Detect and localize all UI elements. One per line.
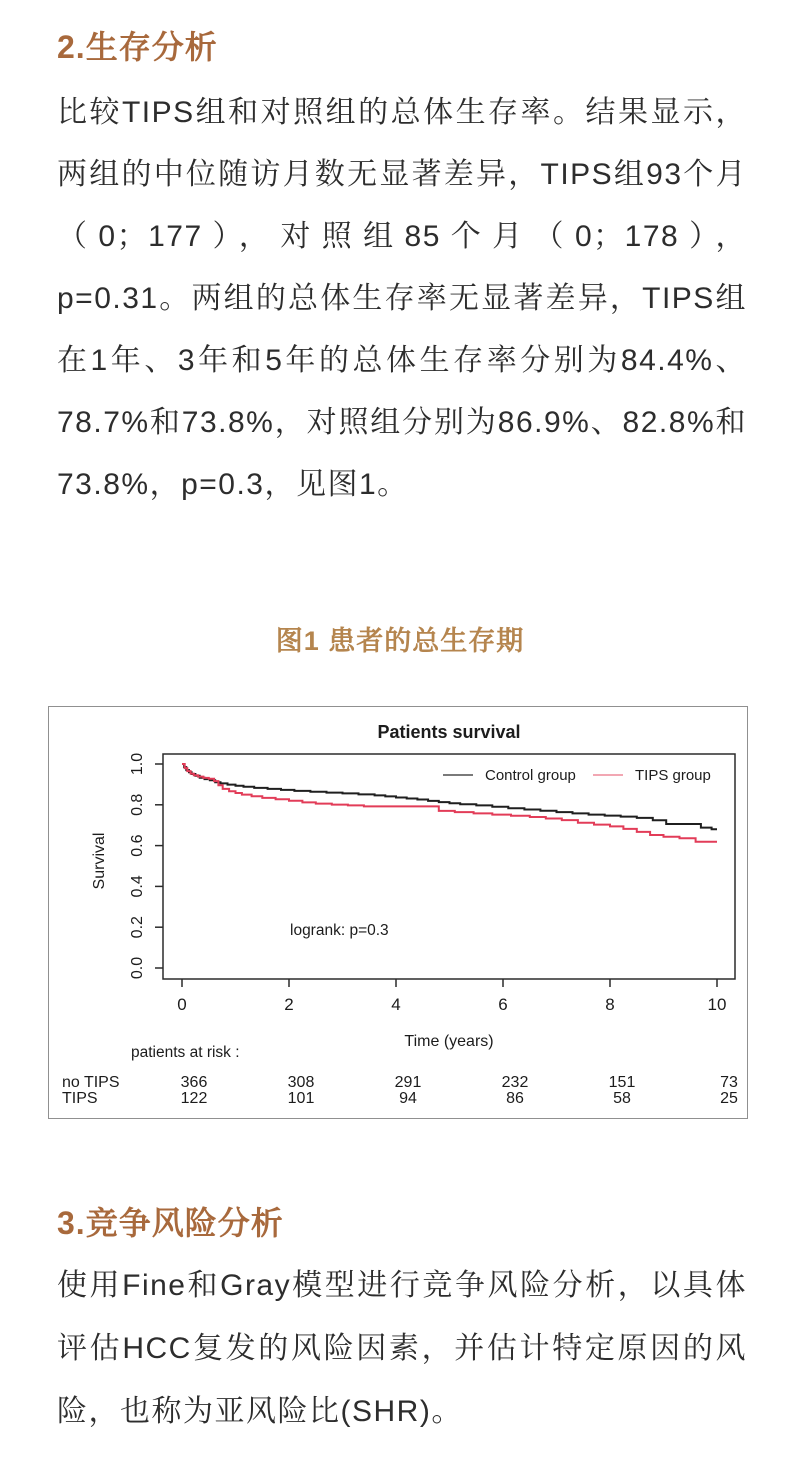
x-tick-label: 4 (391, 995, 401, 1014)
x-axis-label: Time (years) (404, 1033, 494, 1050)
y-axis-label: Survival (91, 832, 108, 890)
section-heading-competing: 3.竞争风险分析 (57, 1205, 284, 1241)
survival-paragraph: 比较TIPS组和对照组的总体生存率。结果显示，两组的中位随访月数无显著差异，TIPS组93个月（0；177），对照组85个月（0；178），p=0.31。两组的总体生存率无显著差异，TIPS组在1年、3年和5年的总体生存率分别为84.4%、78.7%和73.8%，对照组分别为86.9%、82.8%和73.8%，p=0.3，见图1。 (57, 96, 747, 501)
chart-title: Patients survival (377, 722, 521, 742)
x-tick-label: 6 (498, 995, 508, 1014)
legend-label: TIPS group (635, 767, 711, 784)
risk-table-title: patients at risk : (131, 1044, 240, 1061)
risk-row-label: TIPS (62, 1090, 98, 1107)
x-tick-label: 10 (707, 995, 727, 1014)
risk-count: 151 (608, 1074, 636, 1091)
y-tick-label: 0.2 (129, 916, 146, 939)
risk-count: 101 (287, 1090, 315, 1107)
x-tick-label: 8 (605, 995, 615, 1014)
x-tick-label: 0 (177, 995, 187, 1014)
legend-label: Control group (485, 767, 576, 784)
risk-count: 308 (287, 1074, 315, 1091)
risk-count: 122 (180, 1090, 208, 1107)
risk-count: 291 (394, 1074, 422, 1091)
y-tick-label: 0.0 (129, 956, 146, 980)
survival-figure (48, 706, 748, 1119)
risk-count: 94 (399, 1090, 417, 1107)
y-tick-label: 0.8 (129, 793, 146, 816)
logrank-annotation: logrank: p=0.3 (290, 922, 389, 939)
y-tick-label: 0.4 (129, 875, 146, 898)
risk-count: 58 (613, 1090, 631, 1107)
risk-count: 366 (180, 1074, 208, 1091)
y-tick-label: 0.6 (129, 834, 146, 857)
km-survival-plot (49, 707, 747, 1118)
y-tick-label: 1.0 (129, 752, 146, 776)
risk-count: 86 (506, 1090, 524, 1107)
x-tick-label: 2 (284, 995, 294, 1014)
risk-row-label: no TIPS (62, 1074, 120, 1091)
figure-caption: 图1 患者的总生存期 (275, 626, 525, 656)
risk-count: 73 (720, 1074, 738, 1091)
risk-count: 232 (501, 1074, 529, 1091)
competing-paragraph: 使用Fine和Gray模型进行竞争风险分析，以具体评估HCC复发的风险因素，并估计特定原因的风险，也称为亚风险比(SHR)。 (57, 1269, 747, 1428)
section-heading-survival: 2.生存分析 (57, 29, 218, 65)
risk-count: 25 (720, 1090, 738, 1107)
